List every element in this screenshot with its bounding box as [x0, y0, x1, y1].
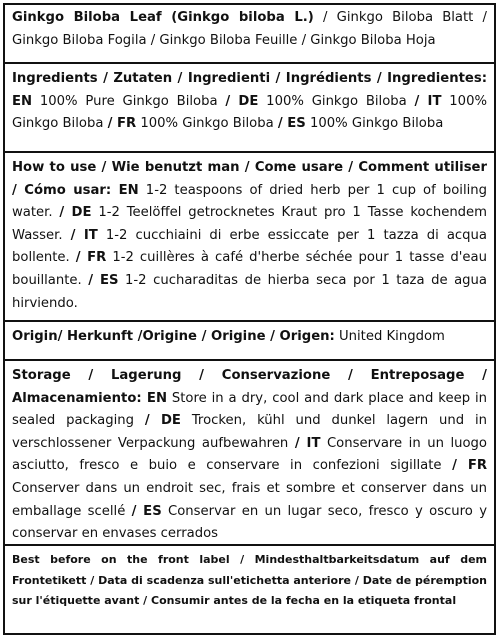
ingredients-heading: Ingredients / Zutaten / Ingredienti / Ingrédients / Ingredientes: EN: [12, 71, 487, 109]
lang-tag-it: / IT: [70, 227, 98, 243]
divider: [5, 544, 494, 546]
divider: [5, 62, 494, 64]
how-to-use-fr: 1-2 cuillères à café d'herbe séchée pour 1 tasse d'eau bouillante.: [12, 250, 487, 288]
how-to-use-es: 1-2 cucharaditas de hierba seca por 1 taza de agua hirviendo.: [12, 272, 487, 311]
origin-section: [5, 326, 494, 349]
divider: [5, 151, 494, 153]
product-name-translations: / Ginkgo Biloba Blatt / Ginkgo Biloba Fogila / Ginkgo Biloba Feuille / Ginkgo Biloba Hoja: [12, 10, 487, 48]
how-to-use-heading: How to use / Wie benutzt man / Come usare / Comment utiliser / Cómo usar: EN: [12, 160, 487, 198]
ingredients-en: 100% Pure Ginkgo Biloba: [32, 93, 226, 109]
lang-tag-fr: / FR: [107, 116, 137, 132]
storage-heading: Storage / Lagerung / Conservazione / Entreposage / Almacenamiento: EN: [12, 368, 487, 406]
product-label: [3, 3, 496, 635]
lang-tag-fr: / FR: [452, 458, 487, 474]
lang-tag-de: / DE: [225, 93, 259, 109]
lang-tag-es: / ES: [131, 503, 162, 519]
product-name-section: [5, 7, 494, 52]
ingredients-es: 100% Ginkgo Biloba: [305, 116, 444, 132]
storage-it: Conservare in un luogo asciutto, fresco e buio e conservare in confezioni sigillate: [12, 435, 487, 474]
storage-section: [5, 365, 494, 546]
how-to-use-section: [5, 157, 494, 315]
lang-tag-it: / IT: [414, 93, 442, 109]
how-to-use-en: 1-2 teaspoons of dried herb per 1 cup of boiling water.: [12, 182, 488, 221]
divider: [5, 320, 494, 322]
lang-tag-fr: / FR: [75, 250, 107, 266]
origin-heading: Origin/ Herkunft /Origine / Origine / Origen:: [12, 329, 335, 344]
best-before-text: Best before on the front label / Mindesthaltbarkeitsdatum auf dem Frontetikett / Data di scadenza sull'etichetta anteriore / Date de péremption sur l'étiquette avant / Consumir antes de la fecha en la etiqueta frontal: [12, 553, 487, 608]
how-to-use-de: 1-2 Teelöffel getrocknetes Kraut pro 1 Tasse kochendem Wasser.: [12, 205, 488, 243]
lang-tag-es: / ES: [88, 272, 119, 288]
storage-en: Store in a dry, cool and dark place and keep in sealed packaging: [12, 390, 487, 429]
origin-value: United Kingdom: [334, 329, 445, 344]
storage-fr: Conserver dans un endroit sec, frais et sombre et conserver dans un emballage scellé: [12, 480, 487, 519]
divider: [5, 359, 494, 361]
product-name-bold: Ginkgo Biloba Leaf (Ginkgo biloba L.): [12, 10, 314, 25]
ingredients-fr: 100% Ginkgo Biloba: [136, 116, 278, 132]
how-to-use-it: 1-2 cucchiaini di erbe essiccate per 1 tazza di acqua bollente.: [12, 227, 487, 266]
best-before-section: [5, 550, 494, 612]
lang-tag-it: / IT: [294, 435, 321, 451]
lang-tag-es: / ES: [277, 116, 306, 132]
ingredients-section: [5, 68, 494, 136]
storage-es: Conservar en un lugar seco, fresco y oscuro y conservar en envases cerrados: [12, 503, 487, 542]
lang-tag-de: / DE: [59, 205, 92, 221]
lang-tag-de: / DE: [144, 413, 181, 429]
ingredients-de: 100% Ginkgo Biloba: [258, 93, 415, 109]
storage-de: Trocken, kühl und dunkel lagern und in verschlossener Verpackung aufbewahren: [12, 413, 488, 451]
ingredients-it: 100% Ginkgo Biloba: [12, 93, 487, 132]
